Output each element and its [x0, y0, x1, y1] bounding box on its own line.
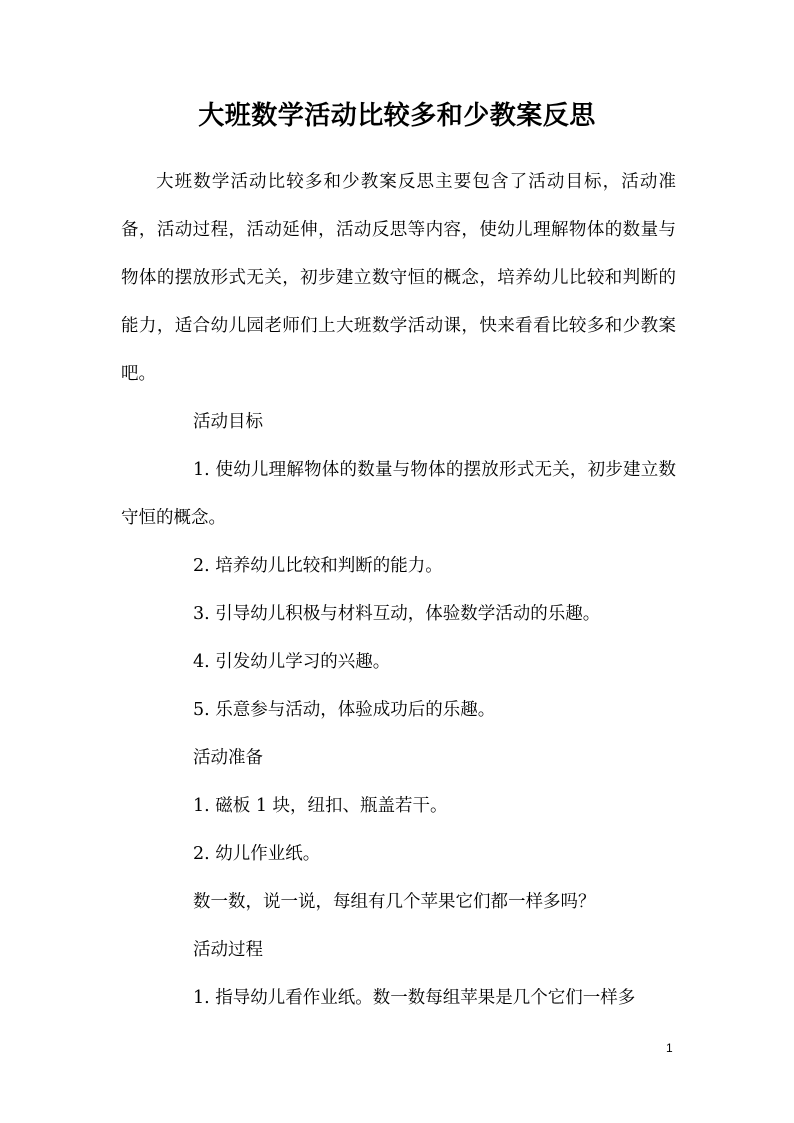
- goal-item-1: 1. 使幼儿理解物体的数量与物体的摆放形式无关，初步建立数守恒的概念。: [121, 460, 676, 528]
- goal-item-2: 2. 培养幼儿比较和判断的能力。: [193, 556, 443, 576]
- preparation-item-2: 2. 幼儿作业纸。: [193, 844, 321, 864]
- page-number: 1: [666, 1041, 673, 1055]
- goal-item-3: 3. 引导幼儿积极与材料互动，体验数学活动的乐趣。: [193, 604, 601, 624]
- goal-item-4: 4. 引发幼儿学习的兴趣。: [193, 652, 391, 672]
- document-title: 大班数学活动比较多和少教案反思: [198, 101, 596, 131]
- process-item-1: 1. 指导幼儿看作业纸。数一数每组苹果是几个它们一样多: [193, 988, 636, 1008]
- section-heading-process: 活动过程: [193, 940, 263, 960]
- preparation-item-1: 1. 磁板 1 块，纽扣、瓶盖若干。: [193, 796, 448, 816]
- section-heading-goals: 活动目标: [193, 412, 263, 432]
- goal-item-5: 5. 乐意参与活动，体验成功后的乐趣。: [193, 700, 496, 720]
- worksheet-question: 数一数，说一说，每组有几个苹果它们都一样多吗？: [193, 892, 596, 912]
- section-heading-preparation: 活动准备: [193, 748, 263, 768]
- intro-paragraph: 大班数学活动比较多和少教案反思主要包含了活动目标，活动准备，活动过程，活动延伸，活动反思等内容，使幼儿理解物体的数量与物体的摆放形式无关，初步建立数守恒的概念，培养幼儿比较和判断的能力，适合幼儿园老师们上大班数学活动课，快来看看比较多和少教案吧。: [121, 172, 676, 384]
